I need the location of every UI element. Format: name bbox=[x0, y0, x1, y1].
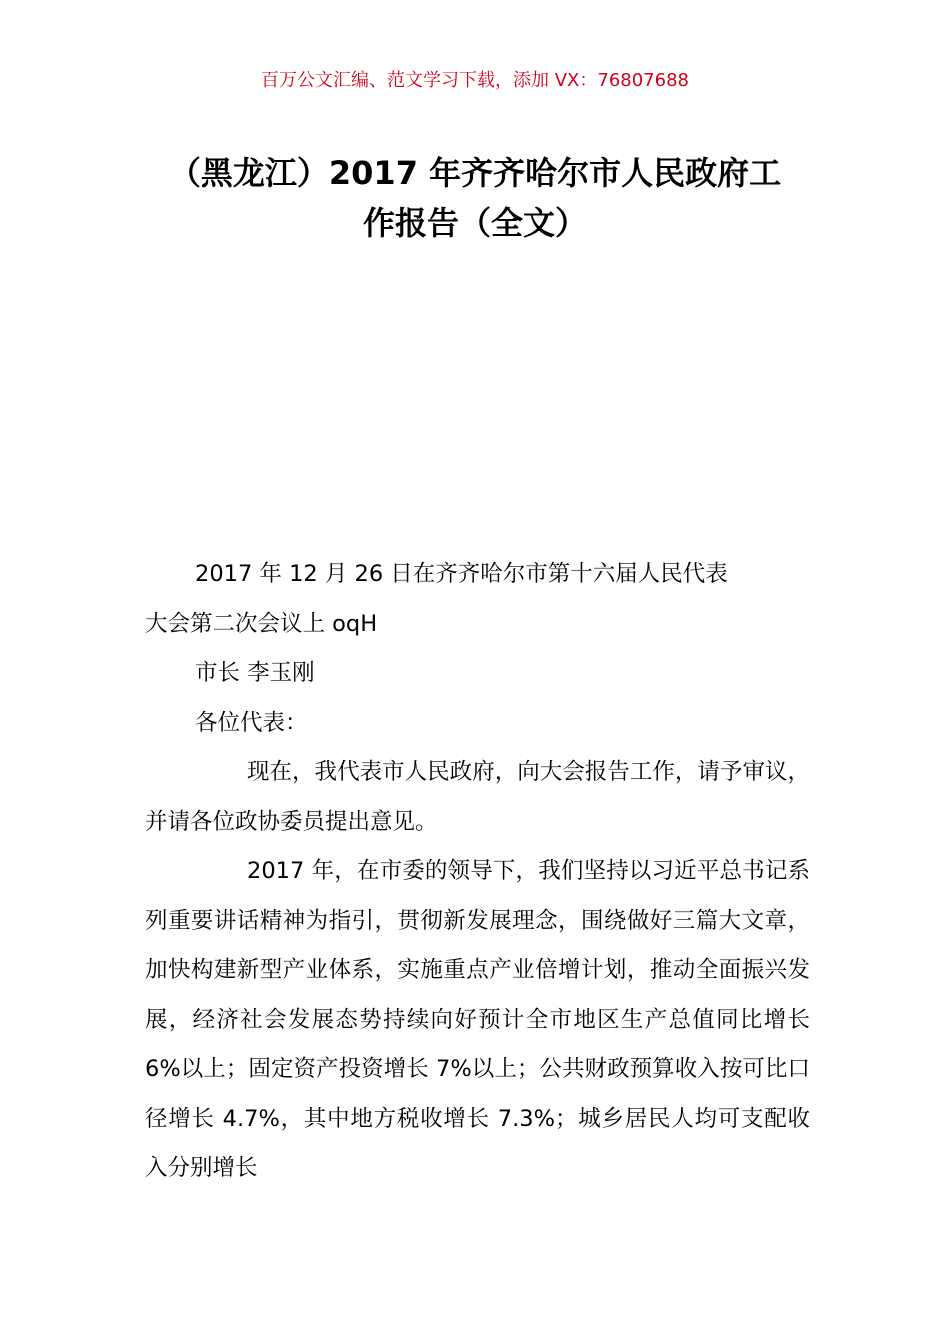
document-title bbox=[120, 148, 830, 248]
meeting-info-line-2: 大会第二次会议上 oqH bbox=[145, 610, 378, 637]
salutation: 各位代表： bbox=[195, 709, 308, 736]
speaker-line: 市长 李玉刚 bbox=[195, 660, 315, 686]
paragraph-review: 2017 年，在市委的领导下，我们坚持以习近平总书记系列重要讲话精神为指引，贯彻新发展理念，围绕做好三篇大文章，加快构建新型产业体系，实施重点产业倍增计划，推动全面振兴发展，经济社会发展态势持续向好预计全市地区生产总值同比增长 6%以上；固定资产投资增长 7%以上；公共财政预算收入按可比口径增长 4.7%，其中地方税收增长 7.3%；城乡居民人均可支配收入分别增长 bbox=[145, 858, 810, 1181]
document-body bbox=[145, 550, 810, 1194]
document-title-line-2: 作报告（全文） bbox=[362, 204, 587, 242]
header-promo-text: 百万公文汇编、范文学习下载，添加 VX：76807688 bbox=[261, 70, 689, 91]
paragraph-intro: 现在，我代表市人民政府，向大会报告工作，请予审议，并请各位政协委员提出意见。 bbox=[145, 759, 810, 835]
document-title-line-1: （黑龙江）2017 年齐齐哈尔市人民政府工 bbox=[168, 154, 782, 192]
meeting-info-line-1: 2017 年 12 月 26 日在齐齐哈尔市第十六届人民代表 bbox=[195, 561, 728, 587]
